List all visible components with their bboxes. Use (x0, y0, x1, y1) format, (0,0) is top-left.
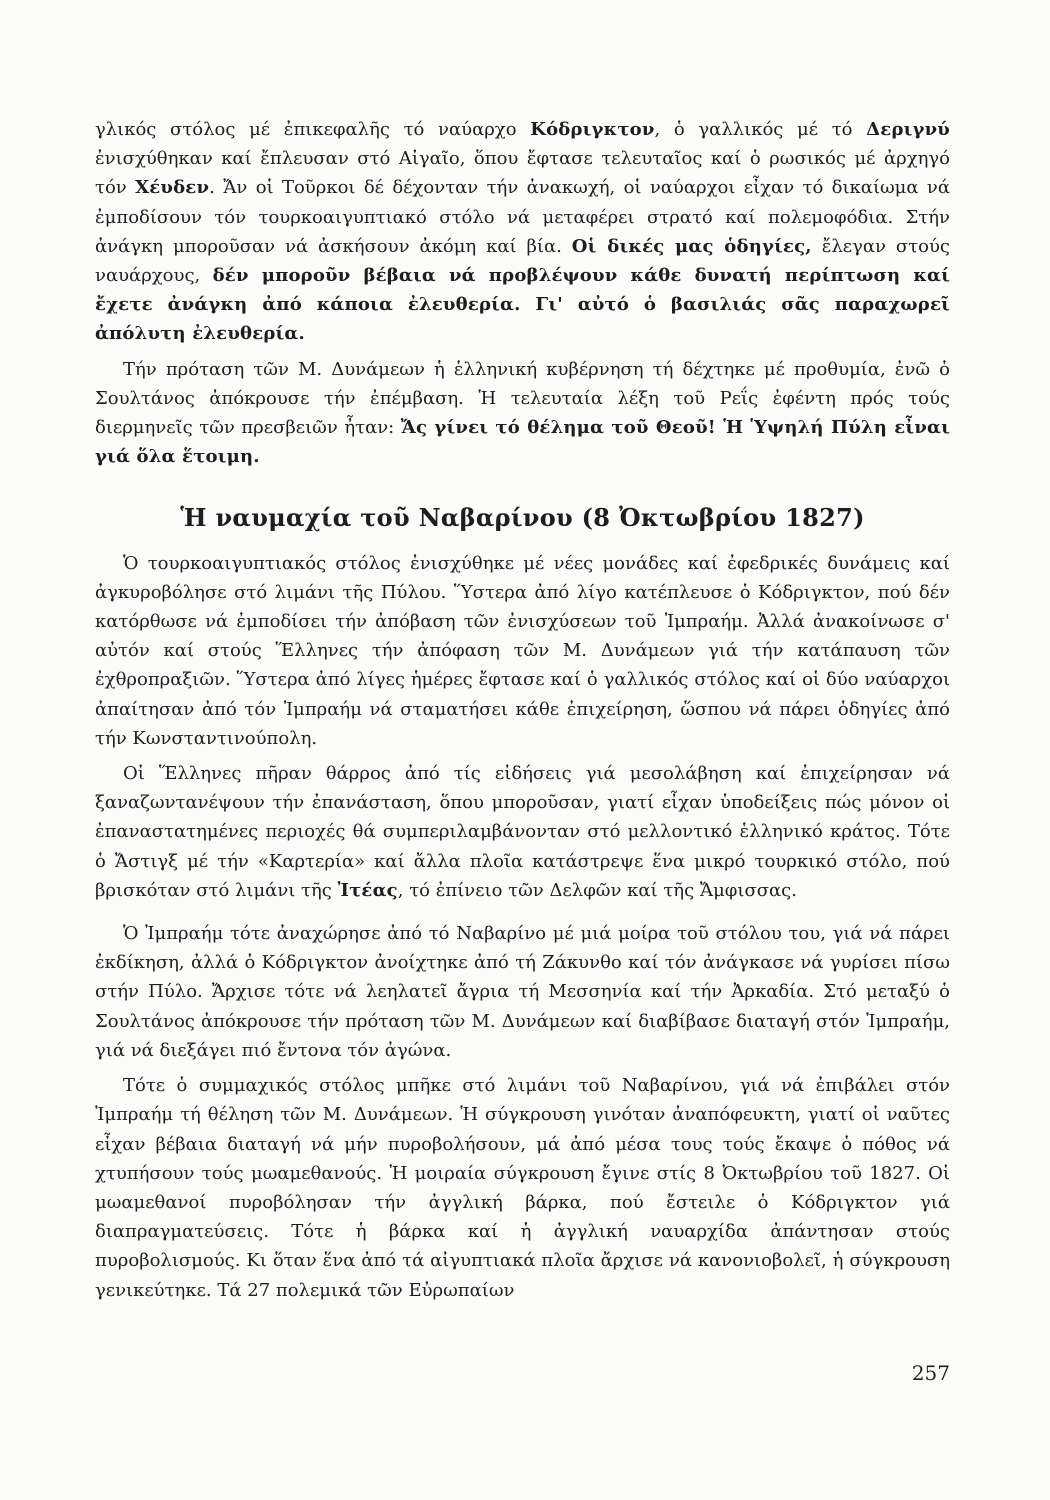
paragraph-3 (95, 549, 950, 753)
text-span: . Ἄν οἱ Τοῦρκοι δέ δέχονταν τήν ἀνακωχή, οἱ ναύαρχοι εἶχαν τό δικαίωμα νά ἐμποδίσουν τόν τουρκοαιγυπτιακό στόλο νά μεταφέρει στρατό καί πολεμοφόδια. Στήν ἀνάγκη μποροῦσαν νά ἀσκήσουν ἀκόμη καί βία. (95, 177, 950, 257)
paragraph-5 (95, 919, 950, 1065)
bold-name-de-rigny: Δεριγνύ (866, 119, 950, 140)
section-heading: Ἡ ναυμαχία τοῦ Ναβαρίνου (8 Ὀκτωβρίου 1827) (180, 503, 865, 533)
text-span: , ὁ γαλλικός μέ τό (654, 119, 867, 140)
text-span: Ὁ τουρκοαιγυπτιακός στόλος ἐνισχύθηκε μέ νέες μονάδες καί ἐφεδρικές δυνάμεις καί ἀγκυροβόλησε στό λιμάνι τῆς Πύλου. Ὕστερα ἀπό λίγο κατέπλευσε ὁ Κόδριγκτον, πού δέν κατόρθωσε νά ἐμποδίσει τήν ἀπόβαση τῶν ἐνισχύσεων τοῦ Ἰμπραήμ. Ἀλλά ἀνακοίνωσε σ' αὐτόν καί στούς Ἕλληνες τήν ἀπόφαση τῶν Μ. Δυνάμεων γιά τήν κατάπαυση τῶν ἐχθροπραξιῶν. Ὕστερα ἀπό λίγες ἡμέρες ἔφτασε καί ὁ γαλλικός στόλος καί οἱ δύο ναύαρχοι ἀπαίτησαν ἀπό τόν Ἰμπραήμ νά σταματήσει κάθε ἐπιχείρηση, ὥσπου νά πάρει ὁδηγίες ἀπό τήν Κωνσταντινούπολη. (95, 552, 950, 749)
text-span: ἔλεγαν στούς ναυάρχους, (95, 235, 950, 287)
text-span: Οἱ Ἕλληνες πῆραν θάρρος ἀπό τίς εἰδήσεις γιά μεσολάβηση καί ἐπιχείρησαν νά ξαναζωντανέψουν τήν ἐπανάσταση, ὅπου μποροῦσαν, γιατί εἶχαν ὑποδείξεις πώς μόνον οἱ ἐπαναστατημένες περιοχές θά συμπεριλαμβάνονταν στό μελλοντικό ἑλληνικό κράτος. Τότε ὁ Ἄστιγξ μέ τήν «Καρτερία» καί ἄλλα πλοῖα κατάστρεψε ἕνα μικρό τουρκικό στόλο, πού βρισκόταν στό λιμάνι τῆς (95, 763, 950, 901)
page-body (95, 115, 950, 1305)
bold-name-heyden: Χέυδεν (135, 177, 210, 199)
bold-name-codrington: Κόδριγκτον (530, 119, 655, 140)
bold-quote-reis-effendi: Ἄς γίνει τό θέλημα τοῦ Θεοῦ! Ἡ Ὑψηλή Πύλη εἶναι γιά ὅλα ἕτοιμη. (95, 417, 950, 468)
paragraph-2 (95, 355, 950, 472)
text-span: Τήν πρόταση τῶν Μ. Δυνάμεων ἡ ἑλληνική κυβέρνηση τή δέχτηκε μέ προθυμία, ἐνῶ ὁ Σουλτάνος ἀπόκρουσε τήν ἐπέμβαση. Ἡ τελευταία λέξη τοῦ Ρεΐς ἐφέντη πρός τούς διερμηνεῖς τῶν πρεσβειῶν ἦταν: (95, 358, 950, 439)
page-number: 257 (911, 1361, 950, 1385)
bold-quote-instructions: δέν μποροῦν βέβαια νά προβλέψουν κάθε δυνατή περίπτωση καί ἔχετε ἀνάγκη ἀπό κάποια ἐλευθερία. Γι' αὐτό ὁ βασιλιάς σᾶς παραχωρεῖ ἀπόλυτη ἐλευθερία. (95, 265, 950, 345)
paragraph-4 (95, 759, 950, 905)
bold-quote-start: Οἱ δικές μας ὁδηγίες, (571, 235, 812, 257)
text-span: , τό ἐπίνειο τῶν Δελφῶν καί τῆς Ἄμφισσας. (397, 879, 797, 901)
text-span: Τότε ὁ συμμαχικός στόλος μπῆκε στό λιμάνι τοῦ Ναβαρίνου, γιά νά ἐπιβάλει στόν Ἰμπραήμ τή θέληση τῶν Μ. Δυνάμεων. Ἡ σύγκρουση γινόταν ἀναπόφευκτη, γιατί οἱ ναῦτες εἶχαν βέβαια διαταγή νά μήν πυροβολήσουν, μά ἀπό μέσα τους τούς ἔκαψε ὁ πόθος νά χτυπήσουν τούς μωαμεθανούς. Ἡ μοιραία σύγκρουση ἔγινε στίς 8 Ὀκτωβρίου τοῦ 1827. Οἱ μωαμεθανοί πυροβόλησαν τήν ἀγγλική βάρκα, πού ἔστειλε ὁ Κόδριγκτον γιά διαπραγματεύσεις. Τότε ἡ βάρκα καί ἡ ἀγγλική ναυαρχίδα ἀπάντησαν στούς πυροβολισμούς. Κι ὅταν ἕνα ἀπό τά αἰγυπτιακά πλοῖα ἄρχισε νά κανονιοβολεῖ, ἡ σύγκρουση γενικεύτηκε. Τά 27 πολεμικά τῶν Εὐρωπαίων (95, 1075, 950, 1301)
text-span: γλικός στόλος μέ ἐπικεφαλῆς τό ναύαρχο (95, 119, 531, 140)
paragraph-1 (95, 115, 950, 349)
text-span: ἐνισχύθηκαν καί ἔπλευσαν στό Αἰγαῖο, ὅπου ἔφτασε τελευταῖος καί ὁ ρωσικός μέ ἀρχηγό τόν (95, 148, 950, 199)
bold-place-itea: Ἰτέας (337, 879, 398, 901)
text-span: Ὁ Ἰμπραήμ τότε ἀναχώρησε ἀπό τό Ναβαρίνο μέ μιά μοίρα τοῦ στόλου του, γιά νά πάρει ἐκδίκηση, ἀλλά ὁ Κόδριγκτον ἀνοίχτηκε ἀπό τή Ζάκυνθο καί τόν ἀνάγκασε νά γυρίσει πίσω στήν Πύλο. Ἄρχισε τότε νά λεηλατεῖ ἄγρια τή Μεσσηνία καί τήν Ἀρκαδία. Στό μεταξύ ὁ Σουλτάνος ἀπόκρουσε τήν πρόταση τῶν Μ. Δυνάμεων καί διαβίβασε διαταγή στόν Ἰμπραήμ, γιά νά διεξάγει πιό ἔντονα τόν ἀγώνα. (95, 923, 950, 1061)
paragraph-6 (95, 1071, 950, 1305)
